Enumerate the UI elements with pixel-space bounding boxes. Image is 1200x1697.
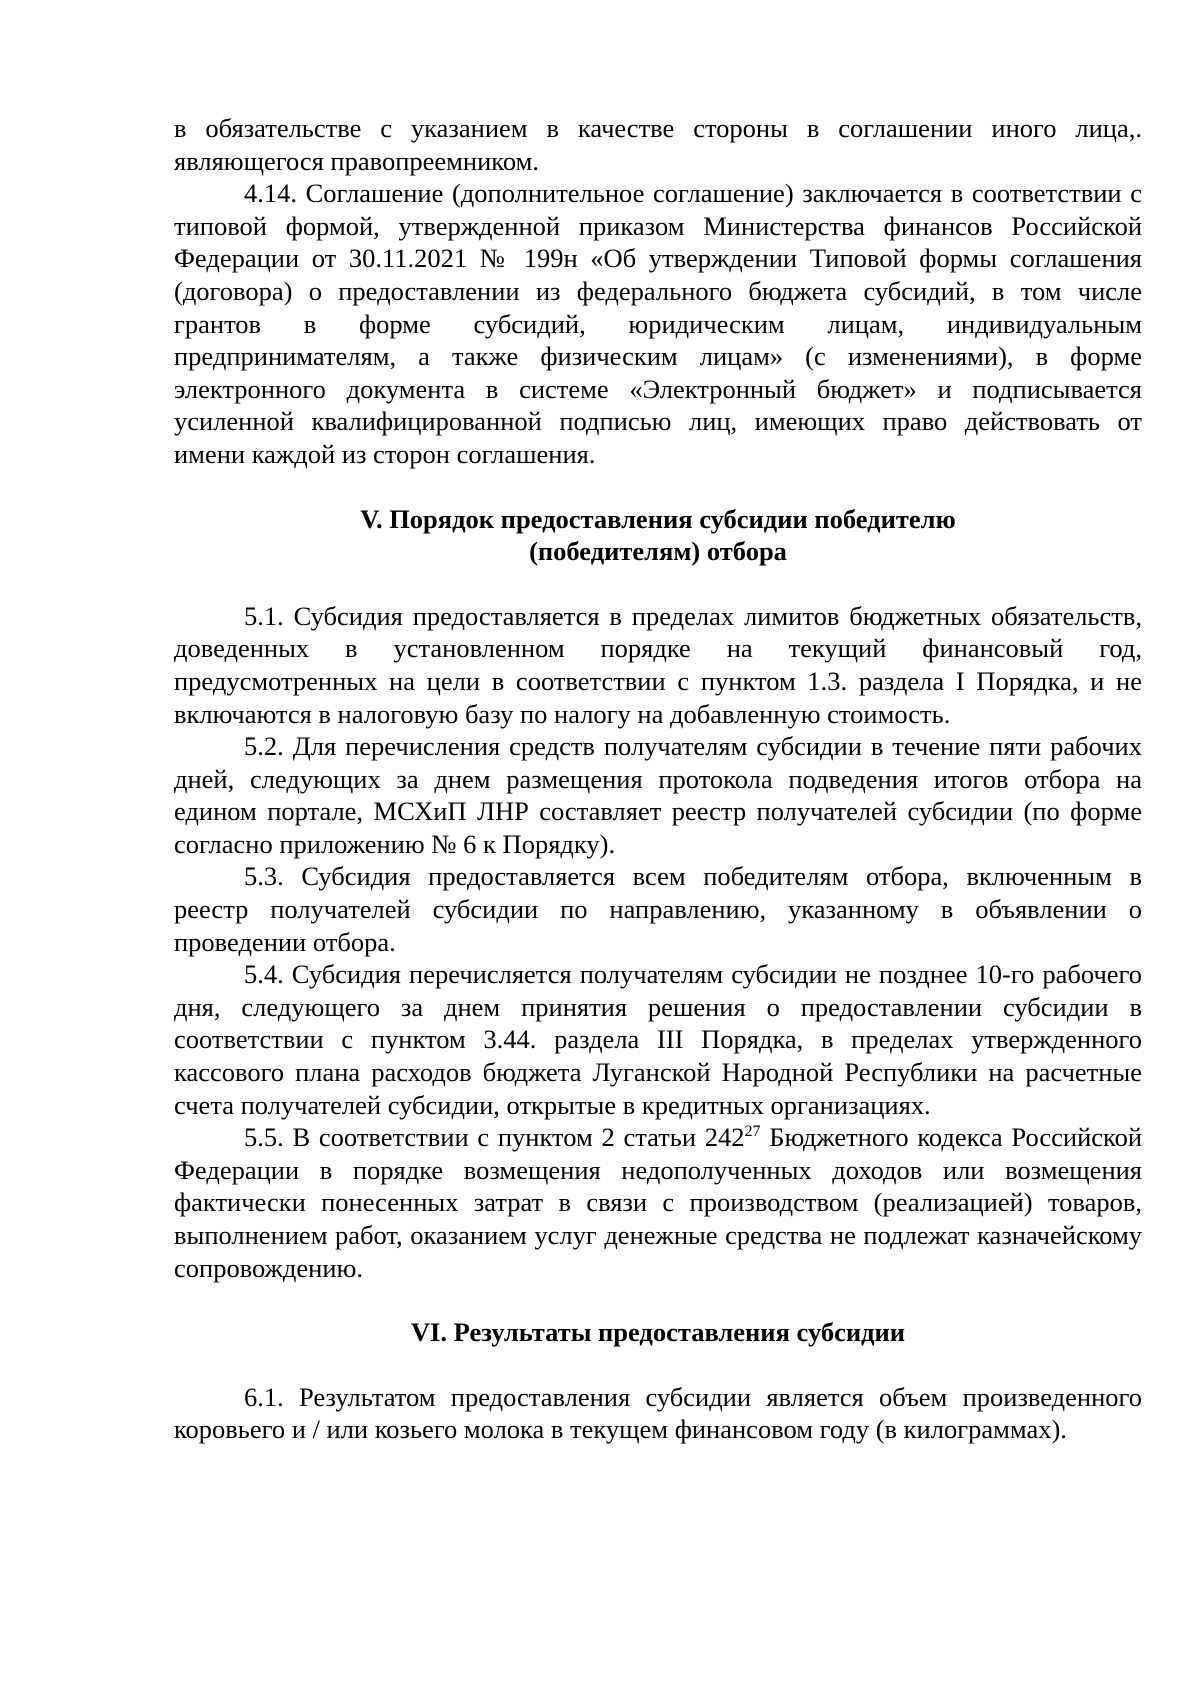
paragraph-5-1: 5.1. Субсидия предоставляется в пределах лимитов бюджетных обязательств, доведенных в установленном порядке на текущий финансовый год, предусмотренных на цели в соответствии с пунктом 1.3. раздела I Порядка, и не включаются в налоговую базу по налогу на добавленную стоимость. <box>174 600 1142 729</box>
paragraph-4-13-tail: в обязательстве с указанием в качестве стороны в соглашении иного лица,. являющегося правопреемником. <box>174 113 1142 176</box>
document-page <box>174 112 1142 1446</box>
paragraph-5-3: 5.3. Субсидия предоставляется всем победителям отбора, включенным в реестр получателей субсидии по направлению, указанному в объявлении о проведении отбора. <box>174 861 1142 957</box>
section-5-heading <box>174 503 1142 568</box>
paragraph-5-5-end: Бюджетного кодекса Российской Федерации в порядке возмещения недополученных доходов или возмещения фактически понесенных затрат в связи с производством (реализацией) товаров, выполнением работ, оказанием услуг денежные средства не подлежат казначейскому сопровождению. <box>174 1122 1142 1283</box>
article-superscript: 27 <box>744 1123 761 1141</box>
paragraph-5-5 <box>174 1121 1142 1284</box>
section-5-title-line2: (победителям) отбора <box>529 536 787 567</box>
paragraph-6-1: 6.1. Результатом предоставления субсидии является объем произведенного коровьего и / или козьего молока в текущем финансовом году (в килограммах). <box>174 1381 1142 1445</box>
section-5-body <box>174 600 1142 1284</box>
section-5-title-line1: V. Порядок предоставления субсидии победителю <box>360 503 956 534</box>
paragraph-5-5-start: 5.5. В соответствии с пунктом 2 статьи 242 <box>244 1122 745 1153</box>
paragraph-4-14: 4.14. Соглашение (дополнительное соглашение) заключается в соответствии с типовой формой, утвержденной приказом Министерства финансов Российской Федерации от 30.11.2021 № 199н «Об утверждении Типовой формы соглашения (договора) о предоставлении из федерального бюджета субсидий, в том числе грантов в форме субсидий, юридическим лицам, индивидуальным предпринимателям, а также физическим лицам» (с изменениями), в форме электронного документа в системе «Электронный бюджет» и подписывается усиленной квалифицированной подписью лиц, имеющих право действовать от имени каждой из сторон соглашения. <box>174 178 1142 469</box>
paragraph-5-4: 5.4. Субсидия перечисляется получателям субсидии не позднее 10-го рабочего дня, следующего за днем принятия решения о предоставлении субсидии в соответствии с пунктом 3.44. раздела III Порядка, в пределах утвержденного кассового плана расходов бюджета Луганской Народной Республики на расчетные счета получателей субсидии, открытые в кредитных организациях. <box>174 959 1142 1120</box>
paragraph-5-2: 5.2. Для перечисления средств получателям субсидии в течение пяти рабочих дней, следующих за днем размещения протокола подведения итогов отбора на едином портале, МСХиП ЛНР составляет реестр получателей субсидии (по форме согласно приложению № 6 к Порядку). <box>174 731 1142 859</box>
section-6-heading <box>174 1316 1142 1349</box>
section-6-title: VI. Результаты предоставления субсидии <box>410 1317 906 1348</box>
section-6-body <box>174 1381 1142 1446</box>
